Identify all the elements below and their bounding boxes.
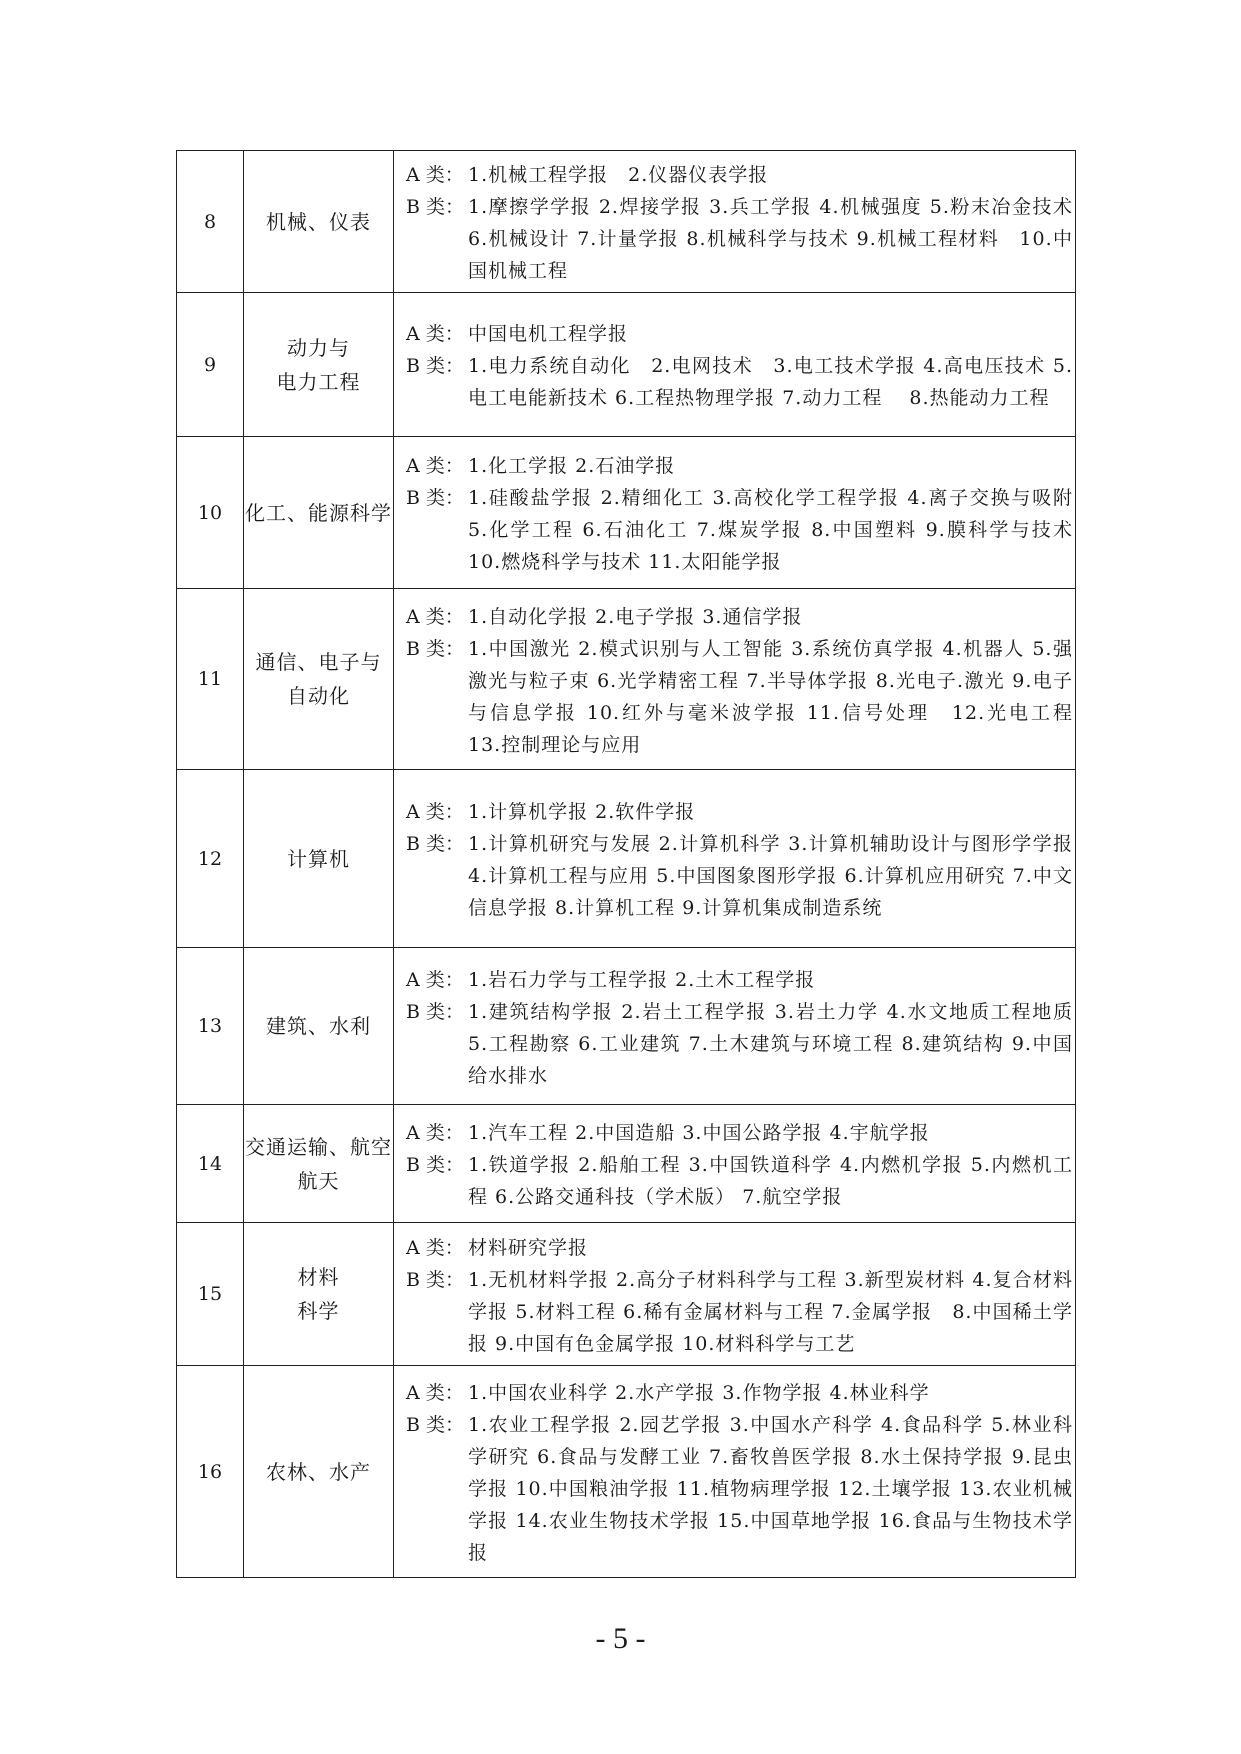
category-b-items: 1.农业工程学报 2.园艺学报 3.中国水产科学 4.食品科学 5.林业科学研究 6.食品与发酵工业 7.畜牧兽医学报 8.水土保持学报 9.昆虫学报 10.中国粮油学报 11.植物病理学报 12.土壤学报 13.农业机械学报 14.农业生物技术学报 15.中国草地学报 16.食品与生物技术学报 xyxy=(468,1414,1073,1564)
category-b-label: B 类： xyxy=(406,1268,465,1291)
category-a-items: 1.岩石力学与工程学报 2.土木工程学报 xyxy=(468,968,816,991)
category-b-line xyxy=(406,191,1075,287)
category-b-label: B 类： xyxy=(406,196,465,218)
row-number: 14 xyxy=(177,1105,244,1223)
category-a-label: A 类： xyxy=(406,801,464,823)
category-a-line xyxy=(406,601,1075,633)
category-b-label: B 类： xyxy=(406,487,465,509)
category-b-label: B 类： xyxy=(406,1000,465,1023)
subject-cell xyxy=(244,1105,394,1223)
table-row xyxy=(177,770,1076,948)
category-a-items: 中国电机工程学报 xyxy=(468,323,629,345)
table-row xyxy=(177,1105,1076,1223)
page-number: - 5 - xyxy=(595,1622,646,1655)
category-a-items: 1.计算机学报 2.软件学报 xyxy=(468,801,696,823)
table-row xyxy=(177,293,1076,437)
category-b-line xyxy=(406,1264,1075,1360)
category-a-line xyxy=(406,1377,1075,1409)
category-a-label: A 类： xyxy=(406,968,464,991)
category-a-items: 1.化工学报 2.石油学报 xyxy=(468,455,676,477)
journal-list-cell xyxy=(394,1223,1076,1366)
category-a-label: A 类： xyxy=(406,1236,464,1259)
category-a-line xyxy=(406,964,1075,996)
subject-label: 机械、仪表 xyxy=(266,209,371,234)
category-b-line xyxy=(406,1409,1075,1569)
table-row xyxy=(177,437,1076,589)
category-a-items: 1.汽车工程 2.中国造船 3.中国公路学报 4.宇航学报 xyxy=(468,1122,930,1144)
category-a-label: A 类： xyxy=(406,455,464,477)
subject-cell xyxy=(244,151,394,293)
subject-label: 计算机 xyxy=(287,846,350,871)
category-b-label: B 类： xyxy=(406,637,465,660)
category-a-items: 1.中国农业科学 2.水产学报 3.作物学报 4.林业科学 xyxy=(468,1382,930,1404)
category-a-label: A 类： xyxy=(406,1122,464,1144)
category-a-line xyxy=(406,450,1075,482)
category-b-items: 1.无机材料学报 2.高分子材料科学与工程 3.新型炭材料 4.复合材料学报 5.材料工程 6.稀有金属材料与工程 7.金属学报 8.中国稀土学报 9.中国有色金属学报 10.材料科学与工艺 xyxy=(468,1268,1073,1355)
category-b-line xyxy=(406,350,1075,414)
journal-list-cell xyxy=(394,948,1076,1105)
row-number: 13 xyxy=(177,948,244,1105)
subject-label: 材料 科学 xyxy=(297,1265,340,1323)
category-a-label: A 类： xyxy=(406,164,464,186)
subject-cell xyxy=(244,1223,394,1366)
category-b-line xyxy=(406,1149,1075,1213)
row-number: 9 xyxy=(177,293,244,437)
row-number: 11 xyxy=(177,589,244,770)
category-a-line xyxy=(406,318,1075,350)
category-a-items: 1.机械工程学报 2.仪器仪表学报 xyxy=(468,164,769,186)
subject-label: 建筑、水利 xyxy=(266,1014,371,1038)
journal-list-cell xyxy=(394,770,1076,948)
journal-list-cell xyxy=(394,151,1076,293)
table-row xyxy=(177,1366,1076,1578)
table-row xyxy=(177,1223,1076,1366)
journal-list-cell xyxy=(394,1105,1076,1223)
journal-table-body xyxy=(177,151,1094,1578)
journal-table xyxy=(176,150,1094,1578)
category-a-line xyxy=(406,1117,1075,1149)
category-a-line xyxy=(406,796,1075,828)
category-a-label: A 类： xyxy=(406,323,464,345)
subject-cell xyxy=(244,589,394,770)
category-b-items: 1.铁道学报 2.船舶工程 3.中国铁道科学 4.内燃机学报 5.内燃机工程 6.公路交通科技（学术版） 7.航空学报 xyxy=(468,1154,1073,1208)
table-row xyxy=(177,151,1076,293)
row-number: 12 xyxy=(177,770,244,948)
table-row xyxy=(177,948,1076,1105)
subject-label: 化工、能源科学 xyxy=(245,500,392,525)
category-b-line xyxy=(406,633,1094,761)
category-b-label: B 类： xyxy=(406,1414,465,1436)
category-b-items: 1.摩擦学学报 2.焊接学报 3.兵工学报 4.机械强度 5.粉末冶金技术 6.机械设计 7.计量学报 8.机械科学与技术 9.机械工程材料 10.中国机械工程 xyxy=(468,196,1073,282)
subject-label: 动力与 电力工程 xyxy=(276,335,361,394)
category-b-line xyxy=(406,828,1075,924)
subject-label: 交通运输、航空航天 xyxy=(245,1134,392,1193)
journal-list-cell xyxy=(394,1366,1076,1578)
category-a-line xyxy=(406,1232,1075,1264)
category-b-items: 1.建筑结构学报 2.岩土工程学报 3.岩土力学 4.水文地质工程地质 5.工程勘察 6.工业建筑 7.土木建筑与环境工程 8.建筑结构 9.中国给水排水 xyxy=(468,1000,1073,1087)
category-b-items: 1.中国激光 2.模式识别与人工智能 3.系统仿真学报 4.机器人 5.强激光与粒子束 6.光学精密工程 7.半导体学报 8.光电子.激光 9.电子与信息学报 10.红外与毫米波学报 11.信号处理 12.光电工程 13.控制理论与应用 xyxy=(468,637,1094,756)
subject-cell xyxy=(244,1366,394,1578)
category-b-items: 1.计算机研究与发展 2.计算机科学 3.计算机辅助设计与图形学学报 4.计算机工程与应用 5.中国图象图形学报 6.计算机应用研究 7.中文信息学报 8.计算机工程 9.计算机集成制造系统 xyxy=(468,833,1073,919)
category-a-items: 材料研究学报 xyxy=(468,1236,589,1259)
row-number: 8 xyxy=(177,151,244,293)
category-b-label: B 类： xyxy=(406,833,465,855)
category-b-label: B 类： xyxy=(406,355,465,377)
category-b-line xyxy=(406,482,1075,578)
subject-cell xyxy=(244,770,394,948)
category-a-label: A 类： xyxy=(406,605,464,628)
category-b-label: B 类： xyxy=(406,1154,465,1176)
category-a-label: A 类： xyxy=(406,1382,464,1404)
category-b-line xyxy=(406,996,1075,1092)
subject-cell xyxy=(244,437,394,589)
journal-list-cell xyxy=(394,589,1094,770)
row-number: 16 xyxy=(177,1366,244,1578)
journal-list-cell xyxy=(394,437,1076,589)
category-b-items: 1.硅酸盐学报 2.精细化工 3.高校化学工程学报 4.离子交换与吸附 5.化学工程 6.石油化工 7.煤炭学报 8.中国塑料 9.膜科学与技术 10.燃烧科学与技术 11.太阳能学报 xyxy=(468,487,1073,573)
category-a-line xyxy=(406,159,1075,191)
subject-label: 通信、电子与 自动化 xyxy=(255,650,382,708)
category-b-items: 1.电力系统自动化 2.电网技术 3.电工技术学报 4.高电压技术 5.电工电能新技术 6.工程热物理学报 7.动力工程 8.热能动力工程 xyxy=(468,355,1073,409)
table-row xyxy=(177,589,1076,770)
row-number: 15 xyxy=(177,1223,244,1366)
subject-cell xyxy=(244,293,394,437)
category-a-items: 1.自动化学报 2.电子学报 3.通信学报 xyxy=(468,605,803,628)
subject-label: 农林、水产 xyxy=(266,1459,371,1484)
subject-cell xyxy=(244,948,394,1105)
journal-list-cell xyxy=(394,293,1076,437)
row-number: 10 xyxy=(177,437,244,589)
